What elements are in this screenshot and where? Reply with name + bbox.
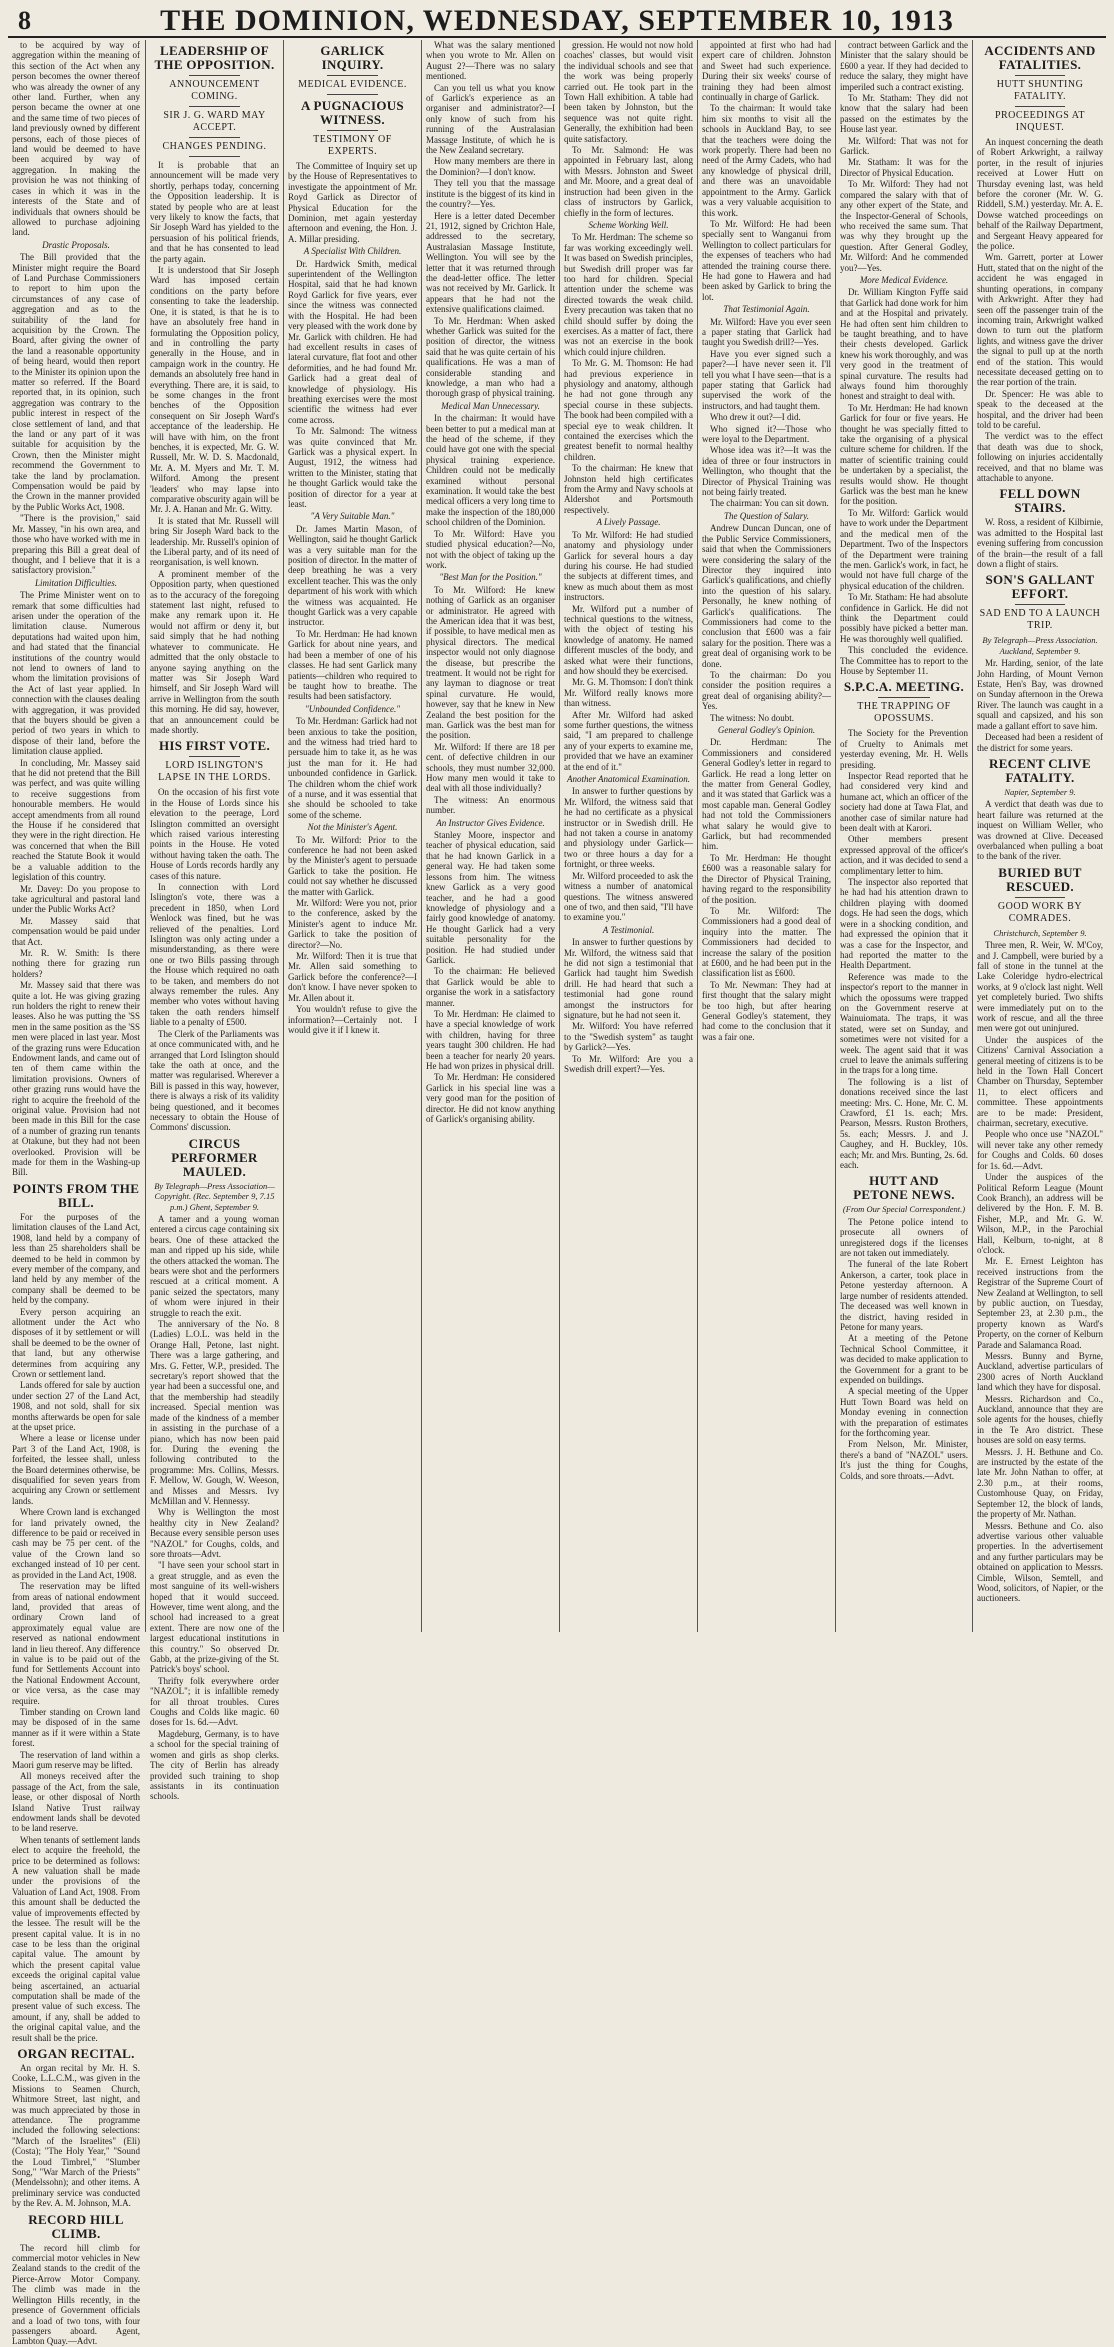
paragraph: All moneys received after the passage of the Act, from the sale, lease, or other disposal of North Island Native Trust railway endowment lands shall be devoted to be land reserve. xyxy=(12,1771,140,1834)
paragraph: To Mr. Wilford: They had not compared the salary with that of any other expert of the State, and the Inspector-General of Schools, who received the same sum. That was why they brought up the question. After General Godley, Mr. Wilford: And he commended you?—Yes. xyxy=(840,179,968,273)
column-5 xyxy=(559,40,697,1632)
paragraph: Dr. Hardwick Smith, medical superintendent of the Wellington Hospital, said that he had known Royd Garlick for five years, ever since the witness was connected with the Hospital. He had been very pleased with the work done by Mr. Garlick with children. He had had excellent results in cases of lateral curvature, flat foot and other deformities, and he had found Mr. Garlick had a great deal of knowledge of physiology. His breathing exercises were the most scientific the witness had ever come across. xyxy=(288,258,417,425)
paragraph: Dr. Herdman: The Commissioners and considered General Godley's letter in regard to Garlick. He read a long letter on the matter from General Godley, and it was stated that Garlick was a most capable man. General Godley had not told the Commissioners what salary he would give to Garlick, but had recommended him. xyxy=(702,737,831,852)
paragraph: The reservation of land within a Maori gum reserve may be lifted. xyxy=(12,1749,140,1770)
headline: POINTS FROM THE BILL. xyxy=(12,1180,140,1210)
paragraph: Lands offered for sale by auction under section 27 of the Land Act, 1908, and not sold, shall for six months afterwards be open for sale at the upset price. xyxy=(12,1380,140,1432)
paragraph: A special meeting of the Upper Hutt Town Board was held on Monday evening in connection with the preparation of estimates for the forthcoming year. xyxy=(840,1386,968,1438)
paragraph: Mr. Wilford: Were you not, prior to the conference, asked by the Minister's agent to induce Mr. Garlick to take the position of director?—No. xyxy=(288,898,417,950)
paragraph: Where Crown land is exchanged for land privately owned, the difference to be paid or received in cash may be 75 per cent. of the value of the Crown land so exchanged instead of 10 per cent. as provided in the Land Act, 1908. xyxy=(12,1507,140,1580)
dateline: Napier, September 9. xyxy=(1004,786,1076,797)
divider-rule xyxy=(189,106,241,107)
paragraph: Messrs. J. H. Bethune and Co. are instructed by the estate of the late Mr. John Nathan to offer, at 2.30 p.m., at their rooms, Customhouse Quay, on Friday, September 12, the block of lands, the property of Mr. Nathan. xyxy=(977,1446,1103,1520)
section-heading: That Testimonial Again. xyxy=(723,304,810,315)
section-heading: A Lively Passage. xyxy=(596,517,661,528)
paragraph: To Mr. Statham: He had absolute confidence in Garlick. He did not think the Department could possibly have picked a better man. He was thoroughly well qualified. xyxy=(840,592,968,644)
paragraph: To Mr. Salmond: He was appointed in February last, along with Messrs. Johnston and Sweet and Mr. Moore, and a great deal of instruction had been given in the class of instructors by Garlick, chiefly in the form of lectures. xyxy=(564,145,693,218)
paragraph: In answer to further questions by Mr. Wilford, the witness said that he had no certificate as a physical instructor or in Swedish drill. He had not taken a course in anatomy and physiology under Garlick—two or three hours a day for a fortnight, or three weeks. xyxy=(564,786,693,870)
section-heading: Medical Man Unnecessary. xyxy=(441,400,540,411)
paragraph: To Mr. Wilford: He had been specially sent to Wanganui from Wellington to collect particulars for the expenses of teachers who had attended the training course there. He had gone to Hawera and had been asked by Garlick to bring the lot. xyxy=(702,218,831,302)
paragraph: The verdict was to the effect that death was due to shock, following on injuries accidentally received, and that no blame was attachable to anyone. xyxy=(977,431,1103,483)
paragraph: Can you tell us what you know of Garlick's experience as an organiser and administrator?—I only know of such from his running of the Australasian Massage Institute, of which he is the New Zealand secretary. xyxy=(426,82,555,156)
paragraph: Mr. Wilford: Then it is true that Mr. Allen said something to Garlick before the conference?—I don't know. I have never spoken to Mr. Allen about it. xyxy=(288,951,417,1003)
paragraph: Dr. Spencer: He was able to speak to the deceased at the hospital, and the driver had been told to be careful. xyxy=(977,388,1103,430)
paragraph: To Mr. Wilford: The Commissioners had a good deal of inquiry into the matter. The Commissioners had decided to increase the salary of the position at £600, and he had been put in the classification list as £600. xyxy=(702,905,831,979)
subheadline: GOOD WORK BY COMRADES. xyxy=(997,900,1083,924)
paragraph: Timber standing on Crown land may be disposed of in the same manner as if it were within a State forest. xyxy=(12,1706,140,1749)
subheadline: TESTIMONY OF EXPERTS. xyxy=(313,134,392,157)
dateline: (From Our Special Correspondent.) xyxy=(842,1204,966,1215)
paragraph: The Bill provided that the Minister might require the Board of Land Purchase Commissioners to report to him upon the circumstances of any case of aggregation and as to the suitability of the land for acquisition by the Crown. The Board, after giving the owner of the land a reasonable opportunity of being heard, would then report to the Minister its opinion upon the matter so referred. If the Board reported that, in its opinion, such aggregation was contrary to the public interest in respect of the close settlement of land, and that the land or any part of it was suitable for acquisition by the Crown, then the Minister might recommend the Government to take the land by proclamation. Compensation would be paid by the Crown in the manner provided by the Public Works Act, 1908. xyxy=(12,252,140,512)
headline: RECENT CLIVE FATALITY. xyxy=(989,755,1091,785)
divider-rule xyxy=(878,697,929,698)
headline: BURIED BUT RESCUED. xyxy=(998,864,1082,894)
columns-container xyxy=(8,40,1106,2347)
headline: HUTT AND PETONE NEWS. xyxy=(853,1173,955,1203)
column-4 xyxy=(421,40,559,1632)
paragraph: In the chairman: It would have been better to put a medical man at the head of the scheme, if they could have got one with the special physical training experience. Children could not be medically examined without personal examination. It would take the best medical officers a very long time to make the inspection of the 180,000 school children of the Dominion. xyxy=(426,413,555,528)
section-heading: More Medical Evidence. xyxy=(859,274,949,285)
divider-rule xyxy=(327,75,379,76)
paragraph: The Committee of Inquiry set up by the House of Representatives to investigate the appointment of Mr. Royd Garlick as Director of Physical Education for the Dominion, met again yesterday afternoon and evening, the Hon. J. A. Millar presiding. xyxy=(288,161,417,244)
paragraph: You wouldn't refuse to give the information?—Certainly not. I would give it if I knew it. xyxy=(288,1004,417,1035)
section-heading: An Instructor Gives Evidence. xyxy=(436,817,545,828)
paragraph: An organ recital by Mr. H. S. Cooke, L.L.C.M., was given in the Missions to Seamen Church, Whitmore Street, last night, and was much appreciated by those in attendance. The programme included the following selections: "March of the Israelites" (Eli) (Costa); "The Holy Year," "Sound the Loud Timbrel," "Slumber Song," "War March of the Priests" (Mendelssohn); and other items. A preliminary service was conducted by the Rev. A. M. Johnson, M.A. xyxy=(12,2062,140,2209)
headline: CIRCUS PERFORMER MAULED. xyxy=(171,1135,258,1179)
paragraph: Mr. Wilford proceeded to ask the witness a number of anatomical questions. The witness answered one of two, and then said, "I'll have to examine you." xyxy=(564,870,693,923)
paragraph: "There is the provision," said Mr. Massey, "in his own area, and those who have worked with me in preparing this Bill a great deal of thought, and I believe that it is a satisfactory provision." xyxy=(12,513,140,576)
section-heading: The Question of Salary. xyxy=(724,510,809,521)
paragraph: For the purposes of the limitation clauses of the Land Act, 1908, land held by a company of less than 25 shareholders shall be deemed to be held in common by every member of the company, and land held by any member of the company shall be deemed to be held by the company. xyxy=(12,1211,140,1306)
paragraph: Have you ever signed such a paper?—I have never seen it. I'll tell you what I have seen—that is a paper stating that Garlick had supervised the work of the instructors, and had taught them. xyxy=(702,348,831,411)
divider-rule xyxy=(1015,106,1065,107)
column-6 xyxy=(697,40,835,1632)
headline: LEADERSHIP OF THE OPPOSITION. xyxy=(154,43,275,72)
paragraph: On the occasion of his first vote in the House of Lords since his elevation to the peerage, Lord Islington committed an oversight which raised various interesting points in the House. He voted without having taken the oath. The House of Lords records hardly any cases of this nature. xyxy=(150,787,279,881)
headline: FELL DOWN STAIRS. xyxy=(999,486,1081,516)
paragraph: Who signed it?—Those who were loyal to the Department. xyxy=(702,423,831,445)
paragraph: Mr. Massey said that there was quite a lot. He was giving grazing run holders the right to renew their leases. Also he was putting the 'SS men in the same position as the 'SS men were placed in last year. Most of the grazing runs were Education Endowment lands, and came out of ten of them came within the limitation provisions. Owners of other grazing runs would have the right to acquire the freehold of the original value. Provision had not been made in this Bill for the case of a number of grazing run tenants at Otakune, but they had not been overlooked. Provision will be made for them in the Washing-up Bill. xyxy=(12,980,140,1178)
paragraph: Under the auspices of the Citizens' Carnival Association a general meeting of citizens is to be held in the Town Hall Concert Chamber on Thursday, September 11, to elect officers and committee. These appointments are to be made: President, chairman, secretary, executive. xyxy=(977,1034,1103,1129)
paragraph: The reservation may be lifted from areas of national endowment land, provided that areas of ordinary Crown land of approximately equal value are reserved as national endowment land in lieu thereof. Any difference in value is to be paid out of the fund for Settlements Account into the National Endowment Account, or vice versa, as the case may require. xyxy=(12,1581,140,1706)
paragraph: People who once use "NAZOL" will never take any other remedy for Coughs and Colds. 60 doses for 1s. 6d.—Advt. xyxy=(977,1129,1103,1171)
paragraph: The anniversary of the No. 8 (Ladies) L.O.L. was held in the Orange Hall, Petone, last night. There was a large gathering, and Mrs. G. Fetter, W.P., presided. The secretary's report showed that the year had been a successful one, and that the membership had steadily increased. Special mention was made of the kindness of a member in assisting in the purchase of a piano, which has now been paid for. During the evening the following contributed to the programme: Mrs. Collins, Messrs. F. Mellow, W. Gough, W. Weeson, and Misses and Messrs. Ivy McMillan and V. Hennessy. xyxy=(150,1319,279,1506)
paragraph: When tenants of settlement lands elect to acquire the freehold, the price to be determined as follows: A new valuation shall be made under the provisions of the Valuation of Land Act, 1908. From this amount shall be deducted the value of improvements effected by the lessee. The result will be the present capital value. It is in no case to be less than the original capital value. The amount by which the present capital value exceeds the original capital value being ascertained, an actuarial computation shall be made of the present value of such excess. The amount, if any, shall be added to the original capital value, and the result shall be the price. xyxy=(12,1834,140,2043)
paragraph: To Mr. Newman: They had at first thought that the salary might be too high, but after hearing General Godley's statement, they had come to the conclusion that it was a fair one. xyxy=(702,979,831,1042)
paragraph: The following is a list of donations received since the last meeting: Mrs. C. Hone, Mr. C. M. Crawford, £1 1s. each; Mrs. Pearson, Messrs. Ruston Brothers, 5s. each; Messrs. J. and J. Caughey, and H. Buckley, 10s. each; Mr. and Mrs. Bunting, 2s. 6d. each. xyxy=(840,1076,968,1171)
paragraph: In answer to further questions by Mr. Wilford, the witness said that he did not sign a testimonial that Garlick had taught him Swedish drill. He had heard that such a testimonial had gone round amongst the instructors for signature, but he had not seen it. xyxy=(564,937,693,1020)
paragraph: To Mr. Wilford: He had studied anatomy and physiology under Garlick for several hours a day during his course. He had studied the subjects at different times, and knew as much about them as most instructors. xyxy=(564,529,693,603)
subheadline: CHANGES PENDING. xyxy=(162,141,267,152)
page-number: 8 xyxy=(18,6,31,35)
divider-rule xyxy=(189,756,241,757)
paragraph: The Society for the Prevention of Cruelty to Animals met yesterday evening, Mr. H. Wells presiding. xyxy=(840,728,968,770)
paragraph: To Mr. Wilford: Garlick would have to work under the Department and the medical men of the Department. Two of the Inspectors of the Department were training the men. Garlick's work, in fact, he would not have full charge of the physical education of the children. xyxy=(840,507,968,591)
subheadline: MEDICAL EVIDENCE. xyxy=(298,79,407,90)
subheadline: SIR J. G. WARD MAY ACCEPT. xyxy=(163,110,266,133)
dateline: Christchurch, September 9. xyxy=(993,927,1087,938)
section-heading: A Testimonial. xyxy=(602,924,655,935)
divider-rule xyxy=(189,137,241,138)
paragraph: To Mr. Herdman: He thought £600 was a reasonable salary for the Director of Physical Training, having regard to the responsibility of the position. xyxy=(702,852,831,905)
paragraph: A verdict that death was due to heart failure was returned at the inquest on William Weller, who was drowned at Clive. Deceased overbalanced when pulling a boat to the bank of the river. xyxy=(977,799,1103,862)
paragraph: To Mr. Wilford: Are you a Swedish drill expert?—Yes. xyxy=(564,1053,693,1074)
paragraph: To Mr. Herdman: He had known Garlick for four or five years. He thought he was specially fitted to take the organising of a physical culture scheme for children. If the matter of scientific training could be undertaken by a specialist, the results would show. He thought Garlick was the best man he knew for the position. xyxy=(840,402,968,507)
headline: GARLICK INQUIRY. xyxy=(320,43,385,72)
paragraph: gression. He would not now hold coaches' classes, but would visit the individual schools and see that the work was being properly carried out. He took part in the Town Hall exhibition. A table had been taken by Johnston, but the sequence was not quite right. Generally, the exhibition had been quite satisfactory. xyxy=(564,40,693,144)
paragraph: W. Ross, a resident of Kilbirnie, was admitted to the Hospital last evening suffering from concussion of the brain—the result of a fall down a flight of stairs. xyxy=(977,517,1103,570)
paragraph: "I have seen your school start in a great struggle, and as even the most sanguine of its well-wishers hoped that it would succeed. However, time went along, and the school had increased to a great extent. There are now one of the largest educational institutions in this country." So observed Dr. Gabb, at the prize-giving of the St. Patrick's boys' school. xyxy=(150,1560,279,1675)
paragraph: To Mr. Herdman: Garlick had not been anxious to take the position, and the witness had tried hard to persuade him to take it, as he was just the man for it. He had unbounded confidence in Garlick. The children whom the chief work of a nurse, and it was essential that she should be schooled to take some of the scheme. xyxy=(288,716,417,820)
paragraph: To Mr. Herdman: When asked whether Garlick was suited for the position of director, the witness said that he was quite certain of his qualifications. He was a man of considerable standing and knowledge, a man who had a thorough grasp of physical training. xyxy=(426,315,555,399)
paragraph: Stanley Moore, inspector and teacher of physical education, said that he had known Garlick in a general way. He had taken some lessons from him. The witness knew Garlick as a very good teacher, and he had a good knowledge of physiology and a fairly good knowledge of anatomy. He thought Garlick had a very suitable personality for the position. He had studied under Garlick. xyxy=(426,830,555,965)
paragraph: Mr. R. W. Smith: Is there nothing there for grazing run holders? xyxy=(12,947,140,979)
paragraph: Inspector Read reported that he had considered very kind and humane act, which an officer of the society had done at Tawa Flat, and another case of similar nature had been dealt with at Karori. xyxy=(840,771,968,834)
paragraph: The Petone police intend to prosecute all owners of unregistered dogs if the licenses are not taken out immediately. xyxy=(840,1216,968,1259)
paragraph: Wm. Garrett, porter at Lower Hutt, stated that on the night of the accident he was engaged in shunting operations, in company with Arkwright. After they had seen off the passenger train of the incoming train, Arkwright walked down to turn out the platform lights, and witness gave the driver the signal to pull up at the north end of the station. This would necessitate deceased getting on to the rear portion of the train. xyxy=(977,252,1103,388)
divider-rule xyxy=(327,130,379,131)
paragraph: Mr. E. Ernest Leighton has received instructions from the Registrar of the Supreme Court of New Zealand at Wellington, to sell by public auction, on Tuesday, September 23, at 2.30 p.m., the property known as Ward's Property, on the corner of Kelburn Parade and Salamanca Road. xyxy=(977,1256,1103,1350)
column-7 xyxy=(835,40,972,1632)
paragraph: Mr. Wilford: That was not for Garlick. xyxy=(840,135,968,157)
subheadline: LORD ISLINGTON'S LAPSE IN THE LORDS. xyxy=(158,760,271,784)
paragraph: Where a lease or license under Part 3 of the Land Act, 1908, is forfeited, the lessee shall, unless the Board determines otherwise, be disqualified for seven years from acquiring any Crown or settlement lands. xyxy=(12,1433,140,1506)
paragraph: contract between Garlick and the Minister that the salary should be £600 a year. If they had decided to reduce the salary, they might have imperiled such a contract existing. xyxy=(840,40,968,92)
paragraph: In connection with Lord Islington's vote, there was a precedent in 1850, when Lord Wenlock was fined, but he was relieved of the penalties. Lord Islington was only acting under a misunderstanding, as there were one or two Bills passing through the House which required no oath to be taken, and members do not always remember the rules. Any member who votes without having taken the oath renders himself liable to a penalty of £500. xyxy=(150,882,279,1028)
paragraph: Mr. Statham: It was for the Director of Physical Education. xyxy=(840,157,968,178)
divider-rule xyxy=(1015,604,1065,605)
paragraph: Deceased had been a resident of the district for some years. xyxy=(977,732,1103,753)
divider-rule xyxy=(1015,75,1065,76)
paragraph: To Mr. Wilford: Have you studied physical education?—No, not with the object of taking up the work. xyxy=(426,528,555,570)
divider-rule xyxy=(189,75,241,76)
masthead xyxy=(8,4,1106,38)
paragraph: Mr. Wilford: Have you ever seen a paper stating that Garlick had taught you Swedish drill?—Yes. xyxy=(702,316,831,348)
dateline: By Telegraph—Press Association. Auckland, September 9. xyxy=(982,635,1098,656)
paragraph: After Mr. Wilford had asked some further questions, the witness said, "I am prepared to challenge any of your experts to examine me, provided that we have an examiner at the end of it." xyxy=(564,709,693,772)
subheadline: THE TRAPPING OF OPOSSUMS. xyxy=(857,701,951,725)
section-heading: Limitation Difficulties. xyxy=(34,577,117,588)
paragraph: To the chairman: He knew that Johnston held high certificates from the Army and Navy schools at Aldershot and Portsmouth respectively. xyxy=(564,463,693,515)
paragraph: The funeral of the late Robert Ankerson, a carter, took place in Petone yesterday afternoon. A large number of residents attended. The deceased was well known in the district, having resided in Petone for many years. xyxy=(840,1259,968,1332)
divider-rule xyxy=(189,156,241,157)
paragraph: Magdeburg, Germany, is to have a school for the special training of women and girls as shop clerks. The city of Berlin has already provided such training to shop assistants in its continuation schools. xyxy=(150,1728,279,1802)
paragraph: This concluded the evidence. The Committee has to report to the House by September 11. xyxy=(840,645,968,676)
paragraph: At a meeting of the Petone Technical School Committee, it was decided to make application to the Government for a grant to be expended on buildings. xyxy=(840,1333,968,1385)
section-heading: "Unbounded Confidence." xyxy=(304,703,401,714)
paragraph: To Mr. Statham: They did not know that the salary had been passed on the estimates by the House last year. xyxy=(840,93,968,135)
paragraph: Here is a letter dated December 21, 1912, signed by Crichton Hale, addressed to the secretary, Australasian Massage Institute, Wellington. You will see by the letter that it was returned through the dead-letter office. The letter was not received by Mr. Garlick. It appears that he had not the extensive qualifications claimed. xyxy=(426,210,555,315)
paragraph: How many members are there in the Dominion?—I don't know. xyxy=(426,156,555,177)
paragraph: appointed at first who had had expert care of children. Johnston and Sweet had such experience. During their six weeks' course of training they had been almost continually in charge of Garlick. xyxy=(702,40,831,103)
paragraph: To Mr. Herdman: The scheme so far was working exceedingly well. It was based on Swedish principles, but Swedish drill proper was far too hard for children. Special attention under the scheme was directed towards the weak child. Every precaution was taken that no child should suffer by doing the exercises. As a matter of fact, there was not an exercise in the book which could injure children. xyxy=(564,232,693,357)
divider-rule xyxy=(1015,897,1065,898)
paragraph: Mr. Massey said that compensation would be paid under that Act. xyxy=(12,915,140,947)
section-heading: "Best Man for the Position." xyxy=(439,572,542,583)
headline: RECORD HILL CLIMB. xyxy=(28,2211,124,2241)
section-heading: General Godley's Opinion. xyxy=(717,725,816,735)
paragraph: Mr. Harding, senior, of the late John Harding, of Mount Vernon Estate, Hen's Bay, was drowned on Sunday afternoon in the Orewa River. The launch was caught in a squall and capsized, and his son made a gallant effort to save him. xyxy=(977,658,1103,731)
section-heading: A Specialist With Children. xyxy=(303,246,402,257)
paragraph: Dr. William Kington Fyffe said that Garlick had done work for him and at the Hospital and privately. He had often sent him children to be taught breathing, and to have their chests developed. Garlick knew his work thoroughly, and was very good in the treatment of spinal curvature. The results had always found him thoroughly honest and straight to deal with. xyxy=(840,287,968,402)
headline: ORGAN RECITAL. xyxy=(17,2045,135,2061)
paragraph: To Mr. Herdman: He claimed to have a special knowledge of work with children, having for three years taught 300 children. He had been a teacher for nearly 20 years. He had won prizes in physical drill. xyxy=(426,1008,555,1071)
paragraph: Whose idea was it?—It was the idea of three or four instructors in Wellington, who thought that the Director of Physical Training was not being fairly treated. xyxy=(702,445,831,498)
paragraph: To Mr. G. M. Thomson: He had had previous experience in physiology and anatomy, although he had not gone through any special course in these subjects. The book had been compiled with a special eye to weak children. It contained the exercises which the greatest benefit to normal healthy children. xyxy=(564,358,693,462)
column-8 xyxy=(972,40,1107,1632)
subheadline: ANNOUNCEMENT COMING. xyxy=(169,79,260,102)
paragraph: To Mr. Wilford: He knew nothing of Garlick as an organiser or administrator. He agreed with the American idea that it was best, if possible, to have medical men as physical directors. The medical inspector would not only diagnose the disease, but prescribe the treatment. It would not be right for any layman to diagnose or treat spinal curvature. He would, however, say that he knew in New Zealand the best position for the man. Garlick was the best man for the position. xyxy=(426,584,555,741)
subheadline: PROCEEDINGS AT INQUEST. xyxy=(994,110,1086,133)
paragraph: Reference was made to the inspector's report to the manner in which the opossums were trapped on the Government reserve at Wainuiomata. The traps, it was stated, were set on Sunday, and sometimes were not visited for a week. The agent said that it was cruel to leave the animals suffering in the traps for a long time. xyxy=(840,971,968,1076)
paragraph: To Mr. Herdman: He had known Garlick for about nine years, and had been a member of one of his classes. He had sent Garlick many patients—children who required to be taught how to breathe. The results had been satisfactory. xyxy=(288,628,417,702)
paragraph: To Mr. Herdman: He considered Garlick in his special line was a very good man for the position of director. He did not know anything of Garlick's organising ability. xyxy=(426,1072,555,1125)
paragraph: The witness: No doubt. xyxy=(710,712,794,723)
paragraph: To Mr. Wilford: Prior to the conference he had not been asked by the Minister's agent to persuade Garlick to take the position. He could not say whether he discussed the matter with Garlick. xyxy=(288,834,417,897)
section-heading: Another Anatomical Examination. xyxy=(566,774,691,785)
subheadline: HUTT SHUNTING FATALITY. xyxy=(996,79,1084,102)
column-2 xyxy=(145,40,283,1802)
divider-rule xyxy=(327,94,379,95)
paragraph: They tell you that the massage institute is the biggest of its kind in the country?—Yes. xyxy=(426,178,555,210)
headline: A PUGNACIOUS WITNESS. xyxy=(301,98,404,127)
paragraph: From Nelson, Mr. Minister, there's a band of "NAZOL" users. It's just the thing for Coughs, Colds, and sore throats.—Advt. xyxy=(840,1439,968,1481)
paragraph: to be acquired by way of aggregation within the meaning of this section of the Act when any person becomes the owner thereof who was already the owner of any other land. Further, when any person became the owner at one and the same time of two pieces of land previously owned by different persons, each of those pieces of land would be deemed to have been acquired by way of aggregation. In making the provision he was not thinking of cases in which it was in the interests of the State and of individuals that owners should be allowed to purchase adjoining land. xyxy=(12,40,140,238)
paragraph: A tamer and a young woman entered a circus cage containing six bears. One of these attacked the man and ripped up his side, while the others attacked the woman. The bears were shot and the performers rescued at a critical moment. A panic seized the spectators, many of whom were injured in their struggle to reach the exit. xyxy=(150,1213,279,1318)
headline: HIS FIRST VOTE. xyxy=(158,738,271,754)
paragraph: Three men, R. Weir, W. M'Coy, and J. Campbell, were buried by a fall of stone in the tunnel at the Lake Coleridge hydro-electrical works, at 9 o'clock last night. Well yet completely buried. Two shifts were immediately put on to the work of rescue, and all the three men were got out uninjured. xyxy=(977,940,1103,1034)
paragraph: Why is Wellington the most healthy city in New Zealand? Because every sensible person uses "NAZOL" for Coughs, colds, and sore throats—Advt. xyxy=(150,1507,279,1559)
paragraph: In concluding, Mr. Massey said that he did not pretend that the Bill was perfect, and was quite willing to receive suggestions from honourable members. He would accept amendments from all round the House if he considered that they were in the right direction. He was concerned that when the Bill reached the Statute Book it would be a valuable addition to the legislation of this country. xyxy=(12,757,140,883)
paragraph: An inquest concerning the death of Robert Arkwright, a railway porter, in the result of injuries received at Lower Hutt on Thursday evening last, was held before the coroner (Mr. W. G. Riddell, S.M.) yesterday. Mr. A. E. Dowse watched proceedings on behalf of the Railway Department, and Sergeant Heavy appeared for the police. xyxy=(977,137,1103,252)
paragraph: It is understood that Sir Joseph Ward has imposed certain conditions on the party before consenting to take the leadership. One, it is stated, is that he is to have an absolutely free hand in formulating the Opposition policy, and in controlling the party generally in the House, and in campaign work in the country. He demands an absolutely free hand in everything. There are, it is said, to be some changes in the front benches of the Opposition consequent on Sir Joseph Ward's acceptance of the leadership. He will have with him, on the front benches, it is expected, Mr. G. W. Russell, Mr. W. D. S. Macdonald, Mr. A. M. Myers and Mr. T. M. Wilford. Among the present 'leaders' who may lapse into comparative obscurity again will be Mr. J. A. Hanan and Mr. G. Witty. xyxy=(150,265,279,515)
paragraph: To the chairman: It would take him six months to visit all the schools in Auckland Bay, to see that the teachers were doing the work properly. There had been no need of the Army Cadets, who had any knowledge of physical drill, and there was an unavoidable appointment to the Army. Garlick was a very valuable acquisition to this work. xyxy=(702,103,831,218)
paragraph: Andrew Duncan Duncan, one of the Public Service Commissioners, said that when the Commissioners were considering the salary of the Director they inquired into Garlick's qualifications, and chiefly into the question of his salary. Personally, he knew nothing of Garlick's qualifications. The Commissioners had come to the conclusion that £600 was a fair salary for the position. There was a great deal of organising work to be done. xyxy=(702,523,831,669)
paragraph: Under the auspices of the Political Reform League (Mount Cook Branch), an address will be delivered by the Hon. F. M. B. Fisher, M.P., and Mr. G. W. Wilson, M.P., in the Parochial Hall, Kelburn, to-night, at 8 o'clock. xyxy=(977,1172,1103,1255)
paragraph: To Mr. Salmond: The witness was quite convinced that Mr. Garlick was a physical expert. In August, 1912, the witness had written to the Minister, stating that he thought Garlick would take the position of director for a year at least. xyxy=(288,426,417,509)
paragraph: Messrs. Richardson and Co., Auckland, announce that they are sole agents for the houses, chiefly in the Te Aro district. These houses are sold on easy terms. xyxy=(977,1393,1103,1446)
column-1 xyxy=(8,40,144,2347)
paragraph: To the chairman: Do you consider the position requires a great deal of organising ability?—Yes. xyxy=(702,669,831,712)
paragraph: The Prime Minister went on to remark that some difficulties had arisen under the operation of the limitation clause. Numerous deputations had waited upon him, and had stated that the financial institutions of the country would not lend to owners of land to whom the limitation provisions of the Act of last year applied. In connection with the clauses dealing with aggregation, it was provided that the buyers should be given a period of two years in which to dispose of their land, before the limitation clause applied. xyxy=(12,590,140,757)
dateline: By Telegraph—Press Association—Copyright. (Rec. September 9, 7.15 p.m.) Ghent, September 9. xyxy=(154,1180,275,1212)
section-heading: Not the Minister's Agent. xyxy=(307,822,398,833)
section-heading: Drastic Proposals. xyxy=(42,239,110,250)
paragraph: The witness: An enormous number. xyxy=(426,794,555,816)
paragraph: Thrifty folk everywhere order "NAZOL"; it is infallible remedy for all throat troubles. Cures Coughs and Colds like magic. 60 doses for 1s. 6d.—Advt. xyxy=(150,1675,279,1728)
paragraph: It is stated that Mr. Russell will bring Sir Joseph Ward back to the leadership. Mr. Russell's opinion of the Liberal party, and of its need of reorganisation, is well known. xyxy=(150,515,279,568)
paragraph: What was the salary mentioned when you wrote to Mr. Allen on August 2?—There was no salary mentioned. xyxy=(426,40,555,82)
paragraph: Mr. G. M. Thomson: I don't think Mr. Wilford really knows more than witness. xyxy=(564,677,693,709)
subheadline: SAD END TO A LAUNCH TRIP. xyxy=(979,608,1101,632)
paragraph: Messrs. Bethune and Co. also advertise various other valuable properties. In the advertisement and any further particulars may be obtained on application to Messrs. Cimble, Wilson, Semtell, and Wood, solicitors, of Napier, or the auctioneers. xyxy=(977,1520,1103,1604)
paragraph: It is probable that an announcement will be made very shortly, perhaps today, concerning the Opposition leadership. It is stated by people who are at least very likely to know the facts, that Sir Joseph Ward has yielded to the persuasion of his political friends, and that he has consented to lead the party again. xyxy=(150,160,279,264)
paragraph: The record hill climb for commercial motor vehicles in New Zealand stands to the credit of the Pierce-Arrow Motor Company. The climb was made in the Wellington Hills recently, in the presence of Government officials and a load of two tons, with four passengers aboard. Agent, Lambton Quay.—Advt. xyxy=(12,2242,140,2347)
column-3 xyxy=(283,40,421,1632)
paragraph: Mr. Wilford put a number of technical questions to the witness, with the object of testing his knowledge of anatomy. He named different muscles of the body, and asked what were their functions, and how should they be exercised. xyxy=(564,603,693,676)
paragraph: Dr. James Martin Mason, of Wellington, said he thought Garlick was a very suitable man for the position of director. In the matter of deep breathing he was a very excellent teacher. This was the only department of his work with which the witness was acquainted. He thought Garlick was a very capable instructor. xyxy=(288,523,417,628)
paragraph: Other members present expressed approval of the officer's action, and it was decided to send a complimentary letter to him. xyxy=(840,834,968,876)
paragraph: Messrs. Bunny and Byrne, Auckland, advertise particulars of 2300 acres of North Auckland land which they have for disposal. xyxy=(977,1351,1103,1393)
paragraph: The Clerk of the Parliaments was at once communicated with, and he arranged that Lord Islington should take the oath at once, and the matter was regularised. Wherever a Bill is passed in this way, however, there is always a risk of its validity being questioned, and it becomes necessary to obtain the House of Commons' discussion. xyxy=(150,1028,279,1133)
paragraph: Mr. Davey: Do you propose to take agricultural and pastoral land under the Public Works Act? xyxy=(12,883,140,915)
headline: ACCIDENTS AND FATALITIES. xyxy=(984,43,1096,72)
paper-title: THE DOMINION, WEDNESDAY, SEPTEMBER 10, 1913 xyxy=(160,4,954,37)
paragraph: The inspector also reported that he had had his attention drawn to children playing with doomed dogs. He had seen the dogs, which were in a shocking condition, and had expressed the opinion that it was a case for the Inspector, and had reported the matter to the Health Department. xyxy=(840,877,968,971)
paragraph: The chairman: You can sit down. xyxy=(710,498,829,509)
paragraph: Mr. Wilford: If there are 18 per cent. of defective children in our schools, they must number 32,000. How many men would it take to deal with all those individually? xyxy=(426,741,555,794)
headline: S.P.C.A. MEETING. xyxy=(843,679,965,695)
section-heading: "A Very Suitable Man." xyxy=(310,511,395,522)
section-heading: Scheme Working Well. xyxy=(588,219,669,230)
paragraph: To the chairman: He believed that Garlick would be able to organise the work in a satisfactory manner. xyxy=(426,966,555,1008)
paragraph: Mr. Wilford: You have referred to the "Swedish system" as taught by Garlick?—Yes. xyxy=(564,1021,693,1053)
paragraph: Who drew it out?—I did. xyxy=(710,412,801,423)
paragraph: A prominent member of the Opposition party, when questioned as to the accuracy of the foregoing statement last night, refused to make any remark upon it. He would not affirm or deny it, but said simply that he had nothing whatever to communicate. He admitted that the only obstacle to anyone saying anything on the matter was Sir Joseph Ward himself, and Sir Joseph Ward will arrive in Wellington from the south this morning. He did say, however, that an announcement could be made shortly. xyxy=(150,568,279,735)
headline: SON'S GALLANT EFFORT. xyxy=(985,572,1095,602)
paragraph: Every person acquiring an allotment under the Act who disposes of it by settlement or will shall be deemed to be the owner of that land, but any otherwise determines from acquiring any Crown or settlement land. xyxy=(12,1306,140,1379)
